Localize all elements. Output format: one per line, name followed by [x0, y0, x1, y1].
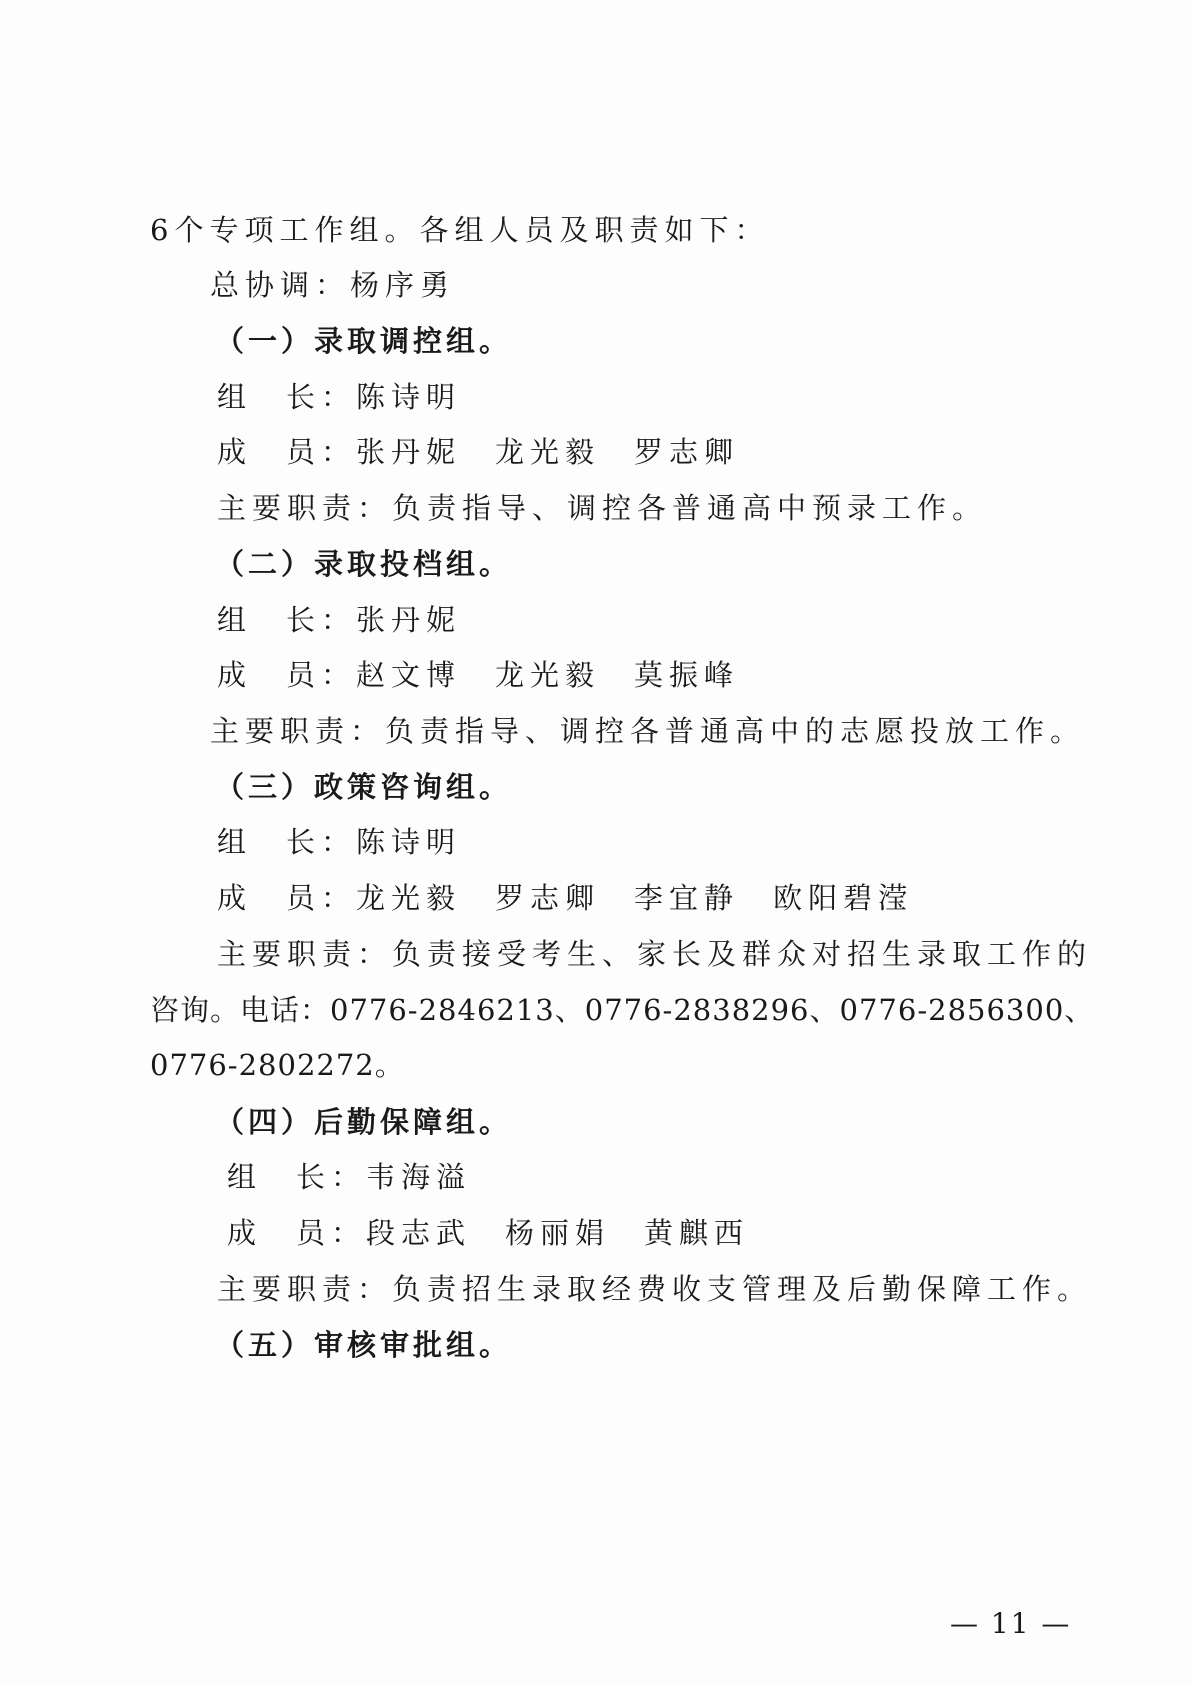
leader-label-rest: 长：张丹妮 — [286, 603, 462, 637]
member-1: 员：段志武 — [296, 1216, 472, 1250]
coordinator-line: 总协调：杨序勇 — [210, 268, 456, 302]
member-4: 欧阳碧滢 — [773, 881, 914, 915]
leader-label-char1: 组 — [217, 825, 253, 859]
member-1: 员：赵文博 — [286, 658, 462, 692]
member-3: 莫振峰 — [634, 658, 740, 692]
group4-heading: （四）后勤保障组。 — [215, 1105, 513, 1139]
member-1: 员：龙光毅 — [286, 881, 462, 915]
group3-duty-line3: 0776-2802272。 — [150, 1048, 405, 1082]
group1-heading: （一）录取调控组。 — [215, 324, 513, 358]
group3-heading: （三）政策咨询组。 — [215, 770, 513, 804]
group2-duty: 主要职责：负责指导、调控各普通高中的志愿投放工作。 — [210, 714, 1086, 748]
group1-duty: 主要职责：负责指导、调控各普通高中预录工作。 — [217, 491, 988, 525]
group5-heading: （五）审核审批组。 — [215, 1328, 513, 1362]
leader-label-char1: 组 — [217, 603, 253, 637]
member-3: 黄麒西 — [644, 1216, 750, 1250]
group4-members — [227, 1213, 749, 1253]
member-2: 龙光毅 — [495, 658, 601, 692]
group1-members — [217, 432, 739, 472]
page-number: — 11 — — [950, 1607, 1072, 1640]
group4-duty: 主要职责：负责招生录取经费收支管理及后勤保障工作。 — [217, 1272, 1093, 1306]
group2-heading: （二）录取投档组。 — [215, 547, 513, 581]
leader-label-char1: 组 — [217, 380, 253, 414]
group1-leader — [217, 377, 461, 417]
member-2: 罗志卿 — [495, 881, 601, 915]
intro-line: 6个专项工作组。各组人员及职责如下： — [150, 213, 770, 247]
member-label-char1: 成 — [227, 1216, 263, 1250]
leader-label-rest: 长：韦海溢 — [296, 1160, 472, 1194]
group2-members — [217, 655, 739, 695]
group3-duty-line1: 主要职责：负责接受考生、家长及群众对招生录取工作的 — [217, 937, 1093, 971]
member-2: 杨丽娟 — [505, 1216, 611, 1250]
member-1: 员：张丹妮 — [286, 435, 462, 469]
leader-label-char1: 组 — [227, 1160, 263, 1194]
leader-label-rest: 长：陈诗明 — [286, 825, 462, 859]
group3-members — [217, 878, 913, 918]
group3-leader — [217, 822, 461, 862]
group4-leader — [227, 1157, 471, 1197]
member-label-char1: 成 — [217, 435, 253, 469]
group3-duty-line2: 咨询。电话：0776-2846213、0776-2838296、0776-2856300、 — [150, 993, 1095, 1027]
member-3: 罗志卿 — [634, 435, 740, 469]
group2-leader — [217, 600, 461, 640]
member-3: 李宜静 — [634, 881, 740, 915]
leader-label-rest: 长：陈诗明 — [286, 380, 462, 414]
member-2: 龙光毅 — [495, 435, 601, 469]
member-label-char1: 成 — [217, 658, 253, 692]
member-label-char1: 成 — [217, 881, 253, 915]
